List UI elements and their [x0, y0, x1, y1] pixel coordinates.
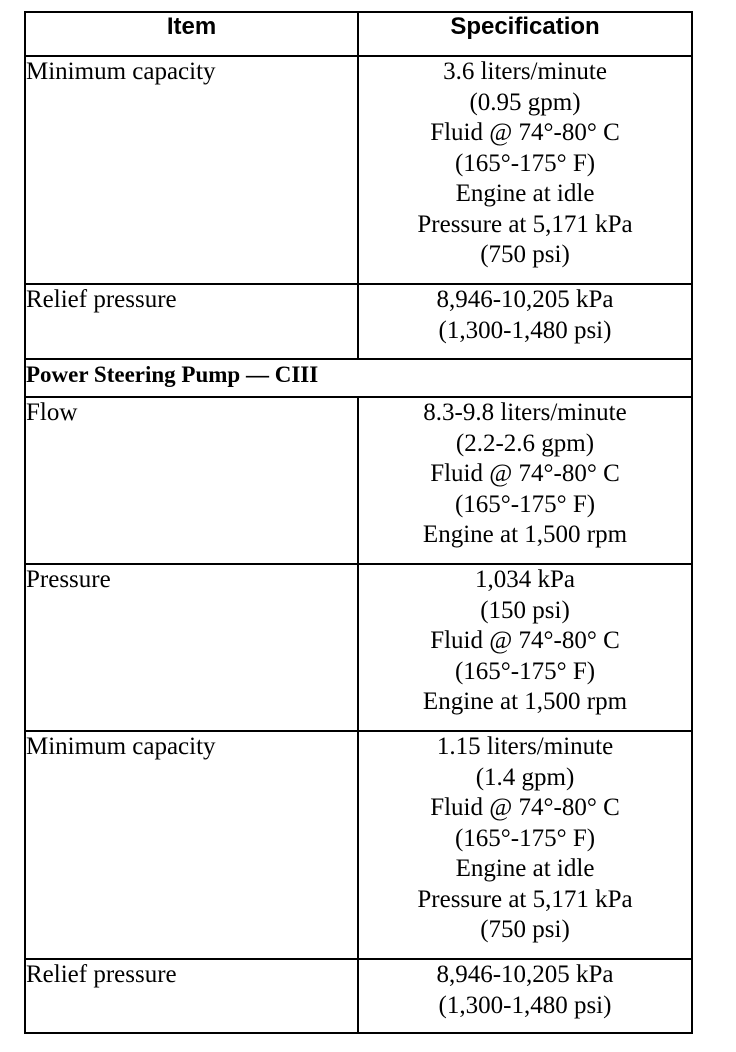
spec-line: 1,034 kPa — [475, 566, 575, 593]
spec-cell — [358, 56, 692, 284]
spec-line: Engine at 1,500 rpm — [422, 521, 628, 548]
table-row — [25, 564, 692, 731]
spec-line: (1,300-1,480 psi) — [438, 991, 612, 1019]
item-cell: Relief pressure — [25, 284, 358, 359]
spec-line: (2.2-2.6 gpm) — [455, 429, 595, 457]
spec-line: (165°-175° F) — [454, 149, 596, 177]
spec-line: (750 psi) — [480, 916, 570, 943]
spec-line: (1.4 gpm) — [475, 763, 575, 791]
spec-line: 8,946-10,205 kPa — [436, 961, 614, 988]
item-cell: Pressure — [25, 564, 358, 731]
spec-line: (165°-175° F) — [454, 657, 596, 685]
section-row — [25, 359, 692, 397]
spec-line: Pressure at 5,171 kPa — [417, 885, 633, 913]
spec-line: 8.3-9.8 liters/minute — [423, 399, 627, 426]
spec-line: Fluid @ 74°-80° C — [430, 627, 620, 654]
spec-line: 3.6 liters/minute — [443, 58, 607, 85]
spec-line: Fluid @ 74°-80° C — [430, 119, 620, 146]
spec-cell — [358, 397, 692, 564]
table-row — [25, 959, 692, 1033]
spec-line: (750 psi) — [480, 241, 570, 268]
spec-line: Engine at idle — [455, 855, 595, 882]
item-cell: Minimum capacity — [25, 731, 358, 959]
item-column-header: Item — [25, 12, 358, 56]
spec-line: (1,300-1,480 psi) — [438, 316, 612, 344]
spec-line: (150 psi) — [480, 596, 570, 624]
item-cell: Relief pressure — [25, 959, 358, 1033]
header-row — [25, 12, 692, 56]
table-row — [25, 56, 692, 284]
spec-line: Fluid @ 74°-80° C — [430, 460, 620, 487]
spec-line: Pressure at 5,171 kPa — [417, 210, 633, 238]
spec-line: Engine at 1,500 rpm — [422, 688, 628, 715]
spec-line: Fluid @ 74°-80° C — [430, 794, 620, 821]
spec-cell — [358, 564, 692, 731]
spec-line: 8,946-10,205 kPa — [436, 286, 614, 313]
item-cell: Minimum capacity — [25, 56, 358, 284]
table-row — [25, 397, 692, 564]
spec-cell — [358, 284, 692, 359]
specification-column-header: Specification — [358, 12, 692, 56]
spec-line: 1.15 liters/minute — [436, 733, 614, 760]
specification-table — [24, 11, 693, 1034]
spec-line: Engine at idle — [455, 180, 595, 207]
spec-cell — [358, 731, 692, 959]
table-row — [25, 284, 692, 359]
spec-line: (165°-175° F) — [454, 824, 596, 852]
spec-cell — [358, 959, 692, 1033]
table-row — [25, 731, 692, 959]
item-cell: Flow — [25, 397, 358, 564]
spec-line: (165°-175° F) — [454, 490, 596, 518]
section-title: Power Steering Pump — CIII — [25, 359, 692, 397]
spec-line: (0.95 gpm) — [469, 88, 581, 116]
